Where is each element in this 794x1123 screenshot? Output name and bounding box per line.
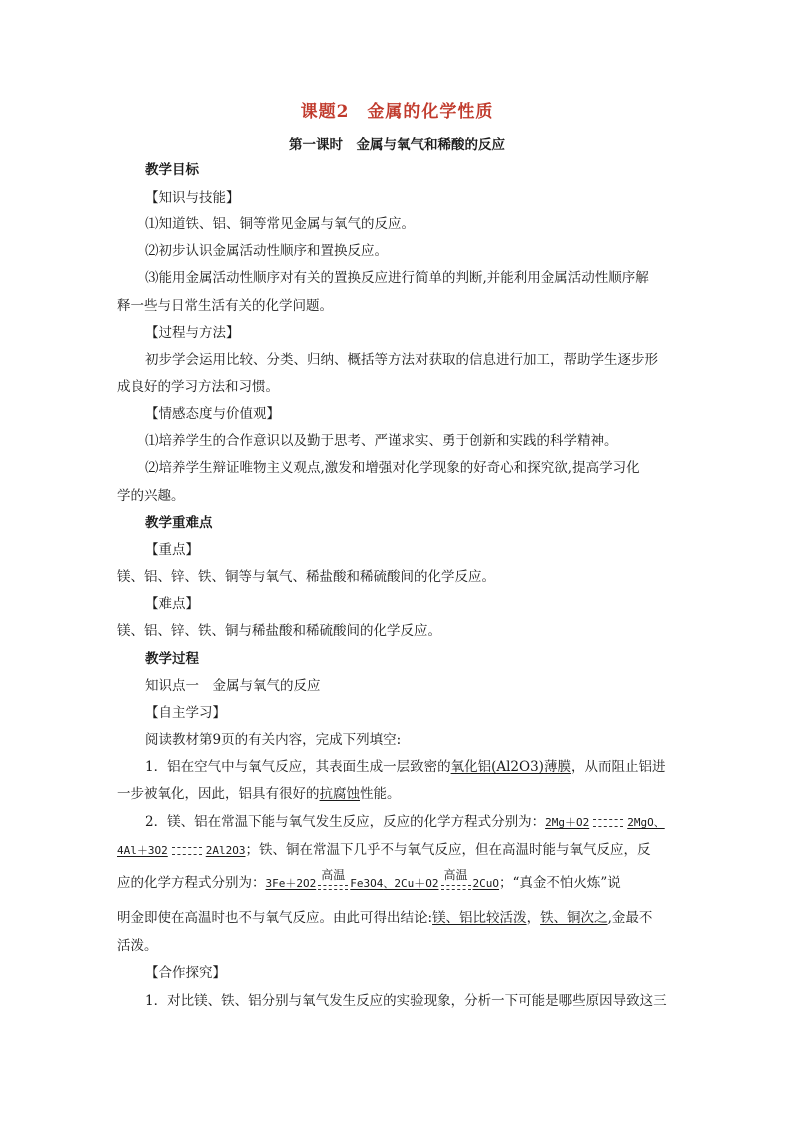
paragraph: ⑵初步认识金属活动性顺序和置换反应。 <box>145 243 388 259</box>
text: ；“真金不怕火炼”说 <box>499 875 621 891</box>
text: ,金最不 <box>607 910 653 926</box>
page-title: 课题2 金属的化学性质 <box>300 102 494 122</box>
answer-fill: 氧化铝(Al2O3)薄膜 <box>450 759 571 775</box>
text: ， <box>526 910 541 926</box>
subsection-heading: 【自主学习】 <box>145 705 226 721</box>
text: 活泼。 <box>117 938 158 954</box>
paragraph: 学的兴趣。 <box>117 488 185 504</box>
condition-label: 高温 <box>321 868 346 882</box>
equation: 3Fe＋2O2 <box>265 877 317 890</box>
paragraph: 初步学会运用比较、分类、归纳、概括等方法对获取的信息进行加工，帮助学生逐步形 <box>145 352 658 368</box>
subsection-heading: 【重点】 <box>145 542 199 558</box>
question-2-line-5 <box>117 936 679 956</box>
subsection-heading: 【过程与方法】 <box>145 325 240 341</box>
subsection-heading: 【难点】 <box>145 596 199 612</box>
paragraph: 镁、铝、锌、铁、铜与稀盐酸和稀硫酸间的化学反应。 <box>117 623 441 639</box>
question-2-line-2 <box>117 840 679 861</box>
equals-sign <box>593 819 623 827</box>
subsection-heading: 【情感态度与价值观】 <box>145 406 280 422</box>
text: 1．铝在空气中与氧气反应，其表面生成一层致密的 <box>145 759 451 775</box>
paragraph: ⑵培养学生辩证唯物主义观点,激发和增强对化学现象的好奇心和探究欲,提高学习化 <box>145 460 640 476</box>
answer-fill: 铁、铜次之 <box>540 910 608 926</box>
question-2-line-1 <box>145 812 707 833</box>
subsection-heading: 【合作探究】 <box>145 965 226 981</box>
equation: Fe3O4 <box>350 877 384 890</box>
equation: 2CuO <box>472 877 499 890</box>
paragraph: ⑶能用金属活动性顺序对有关的置换反应进行简单的判断,并能利用金属活动性顺序解 <box>145 270 649 286</box>
text: 应的化学方程式分别为： <box>117 875 266 891</box>
equation: 、2Cu＋O2 <box>383 877 439 890</box>
condition-high-temp <box>316 868 350 894</box>
text: 一步被氧化，因此，铝具有很好的 <box>117 786 320 802</box>
text: ，从而阻止铝进 <box>570 759 666 775</box>
question-1-line-1 <box>145 757 707 777</box>
paragraph: ⑴培养学生的合作意识以及勤于思考、严谨求实、勇于创新和实践的科学精神。 <box>145 433 618 449</box>
subsection-heading: 【知识与技能】 <box>145 190 240 206</box>
equation: 2Mg＋O2 <box>545 816 590 829</box>
page-subtitle: 第一课时 金属与氧气和稀酸的反应 <box>289 137 505 153</box>
condition-high-temp <box>439 868 473 894</box>
answer-fill: 抗腐蚀 <box>319 786 360 802</box>
paragraph: 释一些与日常生活有关的化学问题。 <box>117 298 333 314</box>
section-heading: 教学重难点 <box>145 515 213 531</box>
text: 2．镁、铝在常温下能与氧气发生反应，反应的化学方程式分别为： <box>145 814 546 830</box>
condition-label: 高温 <box>443 868 468 882</box>
question-2-line-4 <box>117 908 679 928</box>
paragraph: 镁、铝、锌、铁、铜等与氧气、稀盐酸和稀硫酸间的化学反应。 <box>117 569 495 585</box>
equals-sign <box>318 885 348 890</box>
equation: 2MgO、 <box>627 816 665 829</box>
equation: 2Al2O3 <box>205 844 246 857</box>
section-heading: 教学过程 <box>145 651 199 667</box>
paragraph: 阅读教材第9页的有关内容，完成下列填空: <box>145 732 402 748</box>
paragraph: ⑴知道铁、铝、铜等常见金属与氧气的反应。 <box>145 216 415 232</box>
equals-sign <box>172 847 202 855</box>
equation: 4Al＋3O2 <box>117 844 168 857</box>
section-heading: 教学目标 <box>145 162 199 178</box>
paragraph: 1．对比镁、铁、铝分别与氧气发生反应的实验现象，分析一下可能是哪些原因导致这三 <box>145 993 667 1009</box>
equals-sign <box>441 885 471 890</box>
paragraph: 成良好的学习方法和习惯。 <box>117 379 279 395</box>
text: ；铁、铜在常温下几乎不与氧气反应，但在高温时能与氧气反应，反 <box>245 842 651 858</box>
answer-fill: 镁、铝比较活泼 <box>432 910 527 926</box>
text: 性能。 <box>360 786 401 802</box>
question-2-line-3 <box>117 868 679 894</box>
paragraph: 知识点一 金属与氧气的反应 <box>145 678 321 694</box>
question-1-line-2 <box>117 784 679 804</box>
text: 明金即使在高温时也不与氧气反应。由此可得出结论: <box>117 910 433 926</box>
